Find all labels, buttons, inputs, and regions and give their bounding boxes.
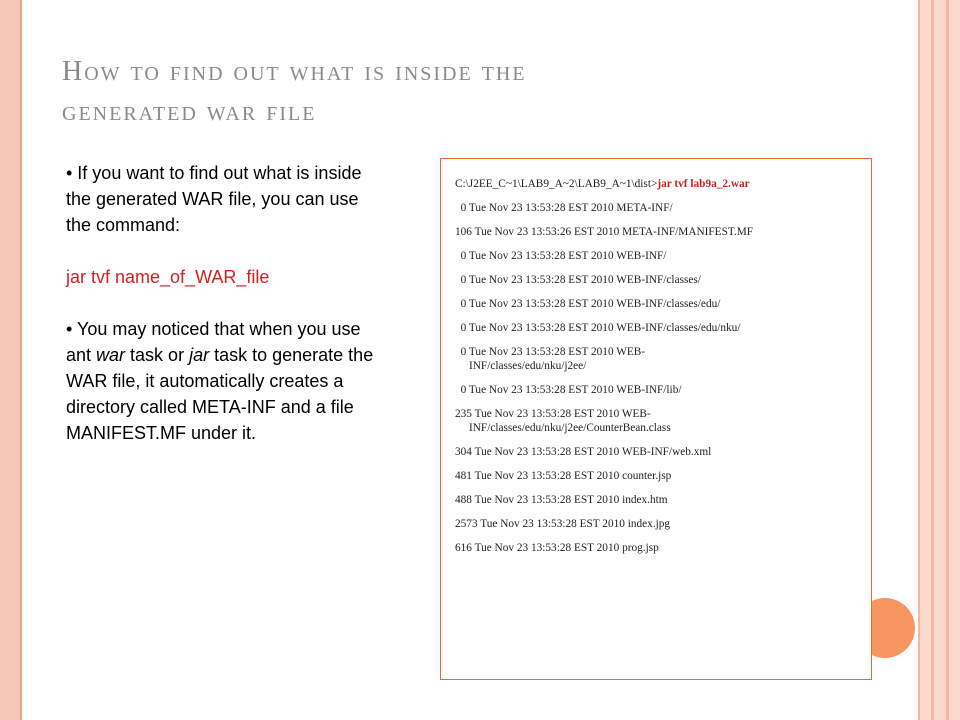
console-entry (455, 383, 859, 397)
slide-body-text (66, 160, 386, 446)
slide-title-line-1: How to find out what is inside the (62, 56, 527, 87)
console-entry-text: 0 Tue Nov 23 13:53:28 EST 2010 WEB-INF/ (455, 250, 667, 262)
right-border-stripe (946, 0, 949, 720)
console-command: jar tvf lab9a_2.war (657, 178, 750, 190)
bullet-find-contents: • If you want to find out what is inside the generated WAR file, you can use the command: (66, 163, 362, 235)
jar-task-term: jar (189, 345, 210, 365)
console-entry (455, 225, 859, 239)
console-entry (455, 517, 859, 531)
right-border-stripe (918, 0, 920, 720)
console-output-box (440, 158, 872, 680)
console-entry-text: 0 Tue Nov 23 13:53:28 EST 2010 WEB-INF/classes/edu/ (455, 298, 721, 310)
bullet-meta-inf (66, 316, 386, 446)
console-entry (455, 321, 859, 335)
console-entry (455, 445, 859, 459)
console-entry (455, 297, 859, 311)
slide-title-line-2: generated war file (62, 96, 317, 127)
bullet-meta-inf-part-c: task to generate the WAR file, it automatically creates a directory called META-INF and a file MANIFEST.MF under it. (66, 345, 374, 443)
console-entry-continuation: INF/classes/edu/nku/j2ee/ (469, 360, 587, 372)
console-entry-continuation: INF/classes/edu/nku/j2ee/CounterBean.class (469, 422, 671, 434)
console-prompt: C:\J2EE_C~1\LAB9_A~2\LAB9_A~1\dist> (455, 178, 658, 190)
console-entry (455, 345, 859, 373)
console-entry (455, 493, 859, 507)
jar-command-example: jar tvf name_of_WAR_file (66, 267, 270, 287)
right-border-stripe (931, 0, 934, 720)
bullet-meta-inf-part-b: task or (125, 345, 190, 365)
console-entry (455, 201, 859, 215)
console-entry (455, 541, 859, 555)
console-entry-text: 0 Tue Nov 23 13:53:28 EST 2010 WEB-INF/classes/edu/nku/ (455, 322, 741, 334)
console-output-content (455, 177, 859, 565)
bullet-meta-inf-part-a: • You may noticed that when you use ant (66, 319, 361, 365)
right-decorative-border (918, 0, 960, 720)
console-entry-text: 616 Tue Nov 23 13:53:28 EST 2010 prog.jsp (455, 542, 659, 554)
console-entry-text: 106 Tue Nov 23 13:53:26 EST 2010 META-INF/MANIFEST.MF (455, 226, 754, 238)
console-entry (455, 249, 859, 263)
console-entry (455, 407, 859, 435)
console-entry-text: 0 Tue Nov 23 13:53:28 EST 2010 WEB-INF/lib/ (455, 384, 682, 396)
left-border-line (20, 0, 22, 720)
console-entry-text: 235 Tue Nov 23 13:53:28 EST 2010 WEB- (455, 408, 651, 420)
left-decorative-border (0, 0, 20, 720)
console-entry (455, 273, 859, 287)
console-entry-text: 2573 Tue Nov 23 13:53:28 EST 2010 index.jpg (455, 518, 671, 530)
slide-title (62, 52, 902, 132)
console-entry-text: 488 Tue Nov 23 13:53:28 EST 2010 index.htm (455, 494, 668, 506)
console-entry-text: 0 Tue Nov 23 13:53:28 EST 2010 META-INF/ (455, 202, 673, 214)
console-entry-text: 0 Tue Nov 23 13:53:28 EST 2010 WEB-INF/classes/ (455, 274, 701, 286)
console-entry-text: 0 Tue Nov 23 13:53:28 EST 2010 WEB- (455, 346, 646, 358)
war-task-term: war (96, 345, 126, 365)
console-entry-text: 481 Tue Nov 23 13:53:28 EST 2010 counter.jsp (455, 470, 672, 482)
console-command-line (455, 177, 859, 191)
console-entry-text: 304 Tue Nov 23 13:53:28 EST 2010 WEB-INF/web.xml (455, 446, 712, 458)
console-entry (455, 469, 859, 483)
